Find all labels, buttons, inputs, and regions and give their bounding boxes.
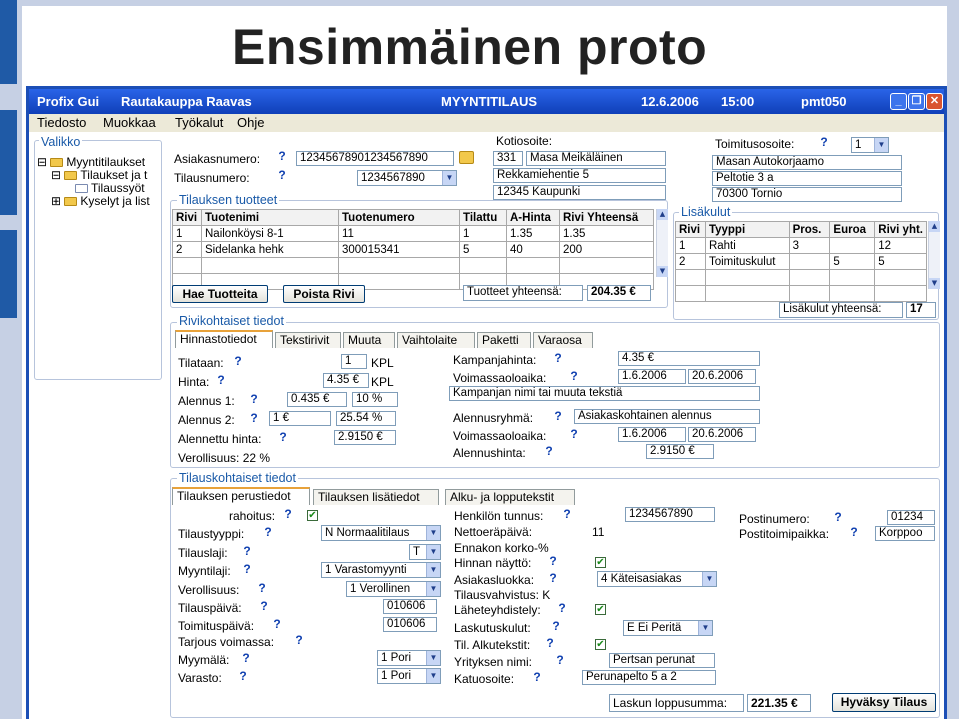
ordered-unit: KPL bbox=[371, 356, 394, 370]
cell: 3 bbox=[789, 238, 830, 254]
tab-texts[interactable]: Alku- ja lopputekstit bbox=[445, 489, 575, 505]
extras-total-label: Lisäkulut yhteensä: bbox=[779, 302, 903, 318]
delivery-line-1[interactable]: Masan Autokorjaamo bbox=[712, 155, 902, 170]
table-row[interactable] bbox=[676, 254, 927, 270]
tax-select[interactable] bbox=[346, 581, 441, 597]
grand-total: 221.35 € bbox=[747, 694, 811, 712]
customer-no-field[interactable]: 12345678901234567890 bbox=[296, 151, 454, 166]
dispatch-merge-label: Läheteyhdistely: bbox=[454, 603, 541, 617]
discount1-label: Alennus 1: bbox=[178, 394, 235, 408]
cell: 2 bbox=[173, 242, 202, 258]
column-header: Rivi Yhteensä bbox=[560, 210, 654, 226]
chevron-down-icon: ▼ bbox=[426, 651, 440, 665]
products-total: 204.35 € bbox=[587, 285, 651, 301]
table-row[interactable] bbox=[173, 226, 654, 242]
scroll-up-icon[interactable]: ▲ bbox=[657, 209, 668, 220]
table-header-row bbox=[676, 222, 927, 238]
campaign-text-field[interactable]: Kampanjan nimi tai muuta tekstiä bbox=[449, 386, 760, 401]
tab-basic-info[interactable]: Tilauksen perustiedot bbox=[172, 487, 310, 505]
help-icon[interactable]: ? bbox=[240, 544, 254, 558]
cell: Nailonköysi 8-1 bbox=[202, 226, 339, 242]
chevron-down-icon: ▼ bbox=[426, 526, 440, 540]
order-kind-select[interactable] bbox=[409, 544, 441, 560]
cell: Sidelanka hehk bbox=[202, 242, 339, 258]
help-icon[interactable]: ? bbox=[546, 571, 560, 585]
help-icon[interactable]: ? bbox=[236, 669, 250, 683]
column-header: A-Hinta bbox=[507, 210, 560, 226]
delivery-date-field[interactable]: 010606 bbox=[383, 617, 437, 632]
app-window bbox=[26, 86, 947, 719]
help-icon[interactable]: ? bbox=[555, 601, 569, 615]
ordered-label: Tilataan: bbox=[178, 356, 224, 370]
column-header: Rivi yht. bbox=[875, 222, 927, 238]
campaign-price-label: Kampanjahinta: bbox=[453, 353, 537, 367]
user: pmt050 bbox=[801, 94, 847, 109]
slide-top-strip bbox=[22, 0, 947, 6]
help-icon[interactable]: ? bbox=[275, 168, 289, 182]
minimize-button[interactable]: _ bbox=[890, 93, 907, 110]
help-icon[interactable]: ? bbox=[551, 409, 565, 423]
help-icon[interactable]: ? bbox=[546, 554, 560, 568]
row-details-tabs bbox=[175, 332, 935, 348]
seller-value: 1 Pori bbox=[381, 652, 412, 664]
customer-no-label: Asiakasnumero: bbox=[174, 152, 261, 166]
table-row[interactable] bbox=[173, 258, 654, 274]
street-address-field[interactable]: Perunapelto 5 a 2 bbox=[582, 670, 716, 685]
open-folder-icon[interactable] bbox=[459, 151, 474, 164]
validity-from-field[interactable]: 1.6.2006 bbox=[618, 369, 686, 384]
header-text-checkbox[interactable]: ✔ bbox=[596, 639, 605, 650]
help-icon[interactable]: ? bbox=[261, 525, 275, 539]
cell: 2 bbox=[676, 254, 706, 270]
column-header: Tyyppi bbox=[705, 222, 789, 238]
folder-icon bbox=[64, 171, 77, 180]
tax-label: Verollisuus: bbox=[178, 583, 240, 597]
show-price-label: Hinnan näyttö: bbox=[454, 556, 532, 570]
chevron-down-icon: ▼ bbox=[702, 572, 716, 586]
nav-tree bbox=[37, 156, 150, 208]
help-icon[interactable]: ? bbox=[247, 411, 261, 425]
show-price-checkbox[interactable]: ✔ bbox=[596, 557, 605, 568]
cell: 1 bbox=[460, 226, 507, 242]
order-details-title: Tilauskohtaiset tiedot bbox=[179, 471, 296, 485]
help-icon[interactable]: ? bbox=[542, 444, 556, 458]
person-id-field[interactable]: 1234567890 bbox=[625, 507, 715, 522]
help-icon[interactable]: ? bbox=[530, 670, 544, 684]
delivery-line-2[interactable]: Peltotie 3 a bbox=[712, 171, 902, 186]
order-kind-value: T bbox=[413, 546, 421, 558]
cell: 1.35 bbox=[560, 226, 654, 242]
home-id-field[interactable]: 331 bbox=[493, 151, 523, 166]
home-address-label: Kotiosoite: bbox=[496, 134, 553, 148]
table-header-row bbox=[173, 210, 654, 226]
chevron-down-icon: ▼ bbox=[874, 138, 888, 152]
validity2-label: Voimassaoloaika: bbox=[453, 429, 547, 443]
invoicing-costs-label: Laskutuskulut: bbox=[454, 621, 531, 635]
customer-class-label: Asiakasluokka: bbox=[454, 573, 535, 587]
chevron-down-icon: ▼ bbox=[442, 171, 456, 185]
time: 15:00 bbox=[721, 94, 755, 109]
menu-file[interactable]: Tiedosto bbox=[37, 115, 87, 130]
help-icon[interactable]: ? bbox=[553, 653, 567, 667]
products-scrollbar[interactable] bbox=[656, 209, 668, 277]
app-name: Profix Gui bbox=[37, 94, 100, 109]
products-table bbox=[172, 209, 654, 290]
vat-info: Verollisuus: 22 % bbox=[178, 451, 271, 465]
person-id-label: Henkilön tunnus: bbox=[454, 509, 544, 523]
cell: 40 bbox=[507, 242, 560, 258]
company-name-label: Yrityksen nimi: bbox=[454, 655, 533, 669]
document-icon bbox=[75, 184, 88, 193]
products-title: Tilauksen tuotteet bbox=[179, 193, 278, 207]
extras-scrollbar[interactable] bbox=[928, 221, 940, 289]
slide-left-strip bbox=[0, 0, 22, 719]
help-icon[interactable]: ? bbox=[567, 369, 581, 383]
table-row[interactable] bbox=[173, 242, 654, 258]
price-unit: KPL bbox=[371, 375, 394, 389]
help-icon[interactable]: ? bbox=[275, 149, 289, 163]
order-kind-label: Tilauslaji: bbox=[178, 546, 228, 560]
tree-item-sales-orders[interactable]: ⊟ Myyntitilaukset bbox=[37, 155, 146, 169]
customer-class-select[interactable] bbox=[597, 571, 717, 587]
chevron-down-icon: ▼ bbox=[426, 582, 440, 596]
validity2-to-field[interactable]: 20.6.2006 bbox=[688, 427, 756, 442]
cell: Toimituskulut bbox=[705, 254, 789, 270]
order-type-value: N Normaalitilaus bbox=[325, 527, 410, 539]
order-type-label: Tilaustyyppi: bbox=[178, 527, 245, 541]
delivery-address-select[interactable] bbox=[851, 137, 889, 153]
order-no-label: Tilausnumero: bbox=[174, 171, 250, 185]
order-no-select[interactable] bbox=[357, 170, 457, 186]
home-name-field[interactable]: Masa Meikäläinen bbox=[526, 151, 666, 166]
tab-exchange-unit[interactable]: Vaihtolaite bbox=[397, 332, 475, 348]
chevron-down-icon: ▼ bbox=[698, 621, 712, 635]
validity2-from-field[interactable]: 1.6.2006 bbox=[618, 427, 686, 442]
grand-total-label: Laskun loppusumma: bbox=[609, 694, 744, 712]
help-icon[interactable]: ? bbox=[270, 617, 284, 631]
table-row[interactable] bbox=[676, 286, 927, 302]
help-icon[interactable]: ? bbox=[543, 636, 557, 650]
tree-label: Myyntitilaukset bbox=[66, 155, 146, 169]
menu-tools[interactable]: Työkalut bbox=[175, 115, 224, 130]
column-header: Pros. bbox=[789, 222, 830, 238]
discount1-pct-field[interactable]: 10 % bbox=[352, 392, 398, 407]
invoicing-costs-select[interactable] bbox=[623, 620, 713, 636]
help-icon[interactable]: ? bbox=[831, 510, 845, 524]
tax-value: 1 Verollinen bbox=[350, 583, 411, 595]
help-icon[interactable]: ? bbox=[817, 135, 831, 149]
tab-spare-part[interactable]: Varaosa bbox=[533, 332, 593, 348]
validity-to-field[interactable]: 20.6.2006 bbox=[688, 369, 756, 384]
menu-edit[interactable]: Muokkaa bbox=[103, 115, 156, 130]
help-icon[interactable]: ? bbox=[239, 651, 253, 665]
cell: 5 bbox=[875, 254, 927, 270]
help-icon[interactable]: ? bbox=[551, 351, 565, 365]
invoicing-costs-value: E Ei Peritä bbox=[627, 622, 682, 634]
store-name: Rautakauppa Raavas bbox=[121, 94, 252, 109]
help-icon[interactable]: ? bbox=[276, 430, 290, 444]
cell: 12 bbox=[875, 238, 927, 254]
tab-additional-info[interactable]: Tilauksen lisätiedot bbox=[313, 489, 439, 505]
tree-label: Kyselyt ja list bbox=[80, 194, 150, 208]
discount1-value-field[interactable]: 0.435 € bbox=[287, 392, 347, 407]
ordered-field[interactable]: 1 bbox=[341, 354, 367, 369]
chevron-down-icon: ▼ bbox=[426, 669, 440, 683]
customer-class-value: 4 Käteisasiakas bbox=[601, 573, 682, 585]
header-text-label: Til. Alkutekstit: bbox=[454, 638, 531, 652]
discounted-price-field[interactable]: 2.9150 € bbox=[334, 430, 396, 445]
discount2-value-field[interactable]: 1 € bbox=[269, 411, 331, 426]
tab-pricing[interactable]: Hinnastotiedot bbox=[175, 330, 273, 348]
seller-select[interactable] bbox=[377, 650, 441, 666]
cell bbox=[789, 254, 830, 270]
sidebar-title: Valikko bbox=[41, 135, 81, 149]
discount-group-field[interactable]: Asiakaskohtainen alennus bbox=[574, 409, 760, 424]
discounted-price-label: Alennettu hinta: bbox=[178, 432, 262, 446]
delivery-address-label: Toimitusosoite: bbox=[715, 137, 795, 151]
street-address-label: Katuosoite: bbox=[454, 672, 515, 686]
order-date-label: Tilauspäivä: bbox=[178, 601, 242, 615]
postal-code-label: Postinumero: bbox=[739, 512, 810, 526]
sales-kind-select[interactable] bbox=[321, 562, 441, 578]
help-icon[interactable]: ? bbox=[847, 525, 861, 539]
column-header: Tilattu bbox=[460, 210, 507, 226]
price-label: Hinta: bbox=[178, 375, 210, 389]
cell bbox=[830, 238, 875, 254]
folder-icon bbox=[50, 158, 63, 167]
home-street-field[interactable]: Rekkamiehentie 5 bbox=[493, 168, 666, 183]
dispatch-merge-checkbox[interactable]: ✔ bbox=[596, 604, 605, 615]
extras-title: Lisäkulut bbox=[681, 205, 731, 219]
chevron-down-icon: ▼ bbox=[426, 563, 440, 577]
financing-label: rahoitus: bbox=[229, 509, 276, 523]
slide-title: Ensimmäinen proto bbox=[232, 19, 708, 75]
scroll-up-icon[interactable]: ▲ bbox=[929, 221, 940, 232]
tree-label: Tilaussyöt bbox=[91, 181, 145, 195]
financing-checkbox[interactable]: ✔ bbox=[308, 510, 317, 521]
help-icon[interactable]: ? bbox=[560, 507, 574, 521]
tree-label: Tilaukset ja t bbox=[80, 168, 148, 182]
post-office-label: Postitoimipaikka: bbox=[739, 527, 830, 541]
cell: 200 bbox=[560, 242, 654, 258]
cell: 1.35 bbox=[507, 226, 560, 242]
table-row[interactable] bbox=[676, 238, 927, 254]
accept-order-button[interactable]: Hyväksy Tilaus bbox=[832, 693, 936, 712]
discount-group-label: Alennusryhmä: bbox=[453, 411, 534, 425]
delivery-choice-value: 1 bbox=[855, 139, 862, 151]
help-icon[interactable]: ? bbox=[247, 392, 261, 406]
menu-help[interactable]: Ohje bbox=[237, 115, 265, 130]
order-type-select[interactable] bbox=[321, 525, 441, 541]
order-details-tabs bbox=[172, 489, 932, 505]
column-header: Rivi bbox=[676, 222, 706, 238]
discount-price-field[interactable]: 2.9150 € bbox=[646, 444, 714, 459]
net-days-label: Nettoeräpäivä: bbox=[454, 525, 533, 539]
help-icon[interactable]: ? bbox=[231, 354, 245, 368]
column-header: Tuotenumero bbox=[339, 210, 460, 226]
folder-icon bbox=[64, 197, 77, 206]
campaign-price-field[interactable]: 4.35 € bbox=[618, 351, 760, 366]
menu-bar bbox=[29, 114, 944, 132]
seller-label: Myymälä: bbox=[178, 653, 230, 667]
row-details-title: Rivikohtaiset tiedot bbox=[179, 314, 284, 328]
delivery-line-3[interactable]: 70300 Tornio bbox=[712, 187, 902, 202]
post-office-field[interactable]: Korppoo bbox=[875, 526, 935, 541]
tab-other[interactable]: Muuta bbox=[343, 332, 395, 348]
products-total-label: Tuotteet yhteensä: bbox=[463, 285, 583, 301]
title-bar bbox=[29, 89, 944, 114]
cell: 5 bbox=[830, 254, 875, 270]
cell: 1 bbox=[173, 226, 202, 242]
restore-button[interactable]: ❐ bbox=[908, 93, 925, 110]
tree-item-queries[interactable]: ⊞ Kyselyt ja list bbox=[51, 194, 150, 208]
column-header: Tuotenimi bbox=[202, 210, 339, 226]
help-icon[interactable]: ? bbox=[292, 633, 306, 647]
module-name: MYYNTITILAUS bbox=[441, 94, 538, 109]
scroll-down-icon[interactable]: ▼ bbox=[929, 278, 940, 289]
slide-right-strip bbox=[947, 0, 959, 719]
extras-total: 17 bbox=[906, 302, 936, 318]
discount2-pct-field[interactable]: 25.54 % bbox=[336, 411, 396, 426]
validity-label: Voimassaoloaika: bbox=[453, 371, 547, 385]
date: 12.6.2006 bbox=[641, 94, 699, 109]
order-no-value: 1234567890 bbox=[361, 172, 425, 184]
price-field[interactable]: 4.35 € bbox=[323, 373, 369, 388]
warehouse-value: 1 Pori bbox=[381, 670, 412, 682]
postal-code-field[interactable]: 01234 bbox=[887, 510, 935, 525]
scroll-down-icon[interactable]: ▼ bbox=[657, 266, 668, 277]
net-days-value: 11 bbox=[592, 525, 605, 539]
main-area bbox=[29, 132, 944, 722]
discount-price-label: Alennushinta: bbox=[453, 446, 526, 460]
tree-item-orders[interactable]: ⊟ Tilaukset ja t bbox=[51, 168, 148, 182]
home-city-field[interactable]: 12345 Kaupunki bbox=[493, 185, 666, 200]
help-icon[interactable]: ? bbox=[549, 619, 563, 633]
column-header: Rivi bbox=[173, 210, 202, 226]
order-date-field[interactable]: 010606 bbox=[383, 599, 437, 614]
help-icon[interactable]: ? bbox=[255, 581, 269, 595]
company-name-field[interactable]: Pertsan perunat bbox=[609, 653, 715, 668]
remove-row-button[interactable]: Poista Rivi bbox=[283, 285, 365, 303]
warehouse-select[interactable] bbox=[377, 668, 441, 684]
fetch-products-button[interactable]: Hae Tuotteita bbox=[172, 285, 268, 303]
delivery-date-label: Toimituspäivä: bbox=[178, 619, 255, 633]
tab-package[interactable]: Paketti bbox=[477, 332, 531, 348]
close-button[interactable]: ✕ bbox=[926, 93, 943, 110]
confirmation-info: Tilausvahvistus: K bbox=[454, 588, 551, 602]
cell: Rahti bbox=[705, 238, 789, 254]
prepay-interest-label: Ennakon korko-% bbox=[454, 541, 549, 555]
offer-valid-label: Tarjous voimassa: bbox=[178, 635, 275, 649]
help-icon[interactable]: ? bbox=[281, 507, 295, 521]
sales-kind-value: 1 Varastomyynti bbox=[325, 564, 407, 576]
help-icon[interactable]: ? bbox=[567, 427, 581, 441]
sales-kind-label: Myyntilaji: bbox=[178, 564, 231, 578]
column-header: Euroa bbox=[830, 222, 875, 238]
extras-table bbox=[675, 221, 927, 302]
help-icon[interactable]: ? bbox=[214, 373, 228, 387]
tab-text-rows[interactable]: Tekstirivit bbox=[275, 332, 341, 348]
help-icon[interactable]: ? bbox=[240, 562, 254, 576]
cell: 5 bbox=[460, 242, 507, 258]
help-icon[interactable]: ? bbox=[257, 599, 271, 613]
discount2-label: Alennus 2: bbox=[178, 413, 235, 427]
cell: 1 bbox=[676, 238, 706, 254]
chevron-down-icon: ▼ bbox=[426, 545, 440, 559]
warehouse-label: Varasto: bbox=[178, 671, 222, 685]
table-row[interactable] bbox=[676, 270, 927, 286]
cell: 300015341 bbox=[339, 242, 460, 258]
cell: 11 bbox=[339, 226, 460, 242]
